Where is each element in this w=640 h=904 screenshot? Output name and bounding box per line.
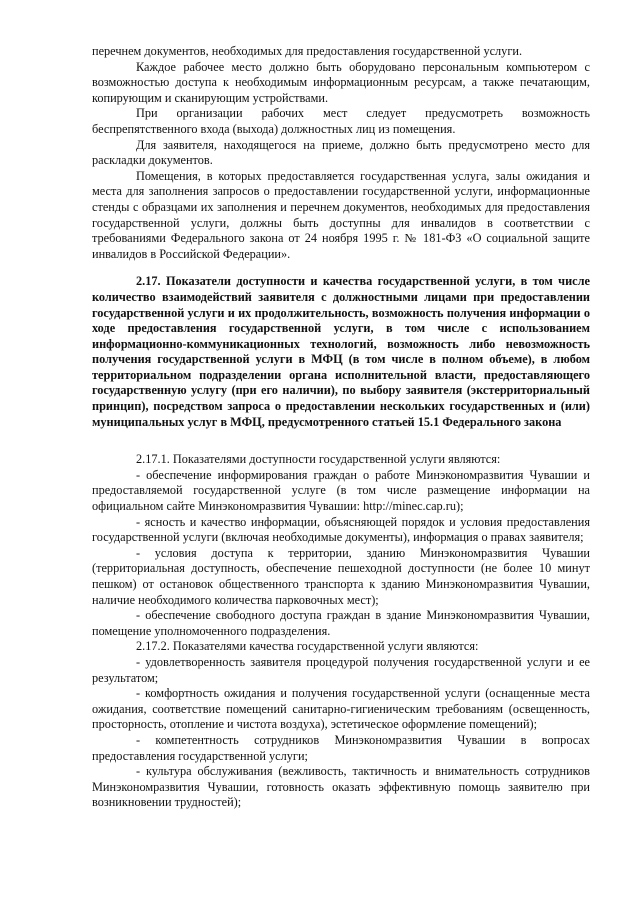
list-item: - обеспечение информирования граждан о работе Минэкономразвития Чувашии и предоставляемой государственной услуге (в том числе размещение информации на официальном сайте Минэкономразвития Чувашии: http://minec.cap.ru); xyxy=(92,467,590,514)
list-item: - культура обслуживания (вежливость, тактичность и внимательность сотрудников Минэкономразвития Чувашии, готовность оказать эффективную помощь заявителю при возникновении трудностей); xyxy=(92,764,590,810)
section-heading-2-17: 2.17. Показатели доступности и качества государственной услуги, в том числе количество взаимодействий заявителя с должностными лицами при предоставлении государственной услуги и их продолжительность, возможность получения информации о ходе предоставления государственной услуги, в том числе с использованием информационно-коммуникационных технологий, возможность либо невозможность получения государственной услуги в МФЦ (в том числе в полном объеме), в любом территориальном подразделении органа исполнительной власти, предоставляющего государственную услугу (при его наличии), по выбору заявителя (экстерриториальный принцип), посредством запроса о предоставлении нескольких государственных и (или) муниципальных услуг в МФЦ, предусмотренного статьей 15.1 Федерального закона xyxy=(92,274,590,429)
paragraph-workplace-equipment: Каждое рабочее место должно быть оборудовано персональным компьютером с возможностью доступа к необходимым информационным ресурсам, а также печатающим, копирующим и сканирующим устройствами. xyxy=(92,59,590,105)
list-item: - удовлетворенность заявителя процедурой получения государственной услуги и ее результатом; xyxy=(92,654,590,685)
list-item: - обеспечение свободного доступа граждан в здание Минэкономразвития Чувашии, помещение уполномоченного подразделения. xyxy=(92,608,590,638)
paragraph-list-continuation: перечнем документов, необходимых для предоставления государственной услуги. xyxy=(92,44,523,58)
list-item: - ясность и качество информации, объясняющей порядок и условия предоставления государственной услуги (включая необходимые документы), информация о правах заявителя; xyxy=(92,514,590,545)
paragraph-document-layout-place: Для заявителя, находящегося на приеме, должно быть предусмотрено место для раскладки документов. xyxy=(92,137,590,168)
list-item: - компетентность сотрудников Минэкономразвития Чувашии в вопросах предоставления государственной услуги; xyxy=(92,732,590,763)
paragraph-disability-access: Помещения, в которых предоставляется государственная услуга, залы ожидания и места для заполнения запросов о предоставлении государственной услуги, информационные стенды с образцами их заполнения и перечнем документов, необходимых для предоставления государственной услуги, должны быть доступны для инвалидов в соответствии с требованиями Федерального закона от 24 ноября 1995 г. № 181-ФЗ «О социальной защите инвалидов в Российской Федерации». xyxy=(92,168,590,261)
list-item: - условия доступа к территории, зданию Минэкономразвития Чувашии (территориальная доступность, обеспечение пешеходной доступности (не более 10 минут пешком) от остановок общественного транспорта к зданию Минэкономразвития Чувашии, наличие необходимого количества парковочных мест); xyxy=(92,545,590,607)
paragraph-2-17-2: 2.17.2. Показателями качества государственной услуги являются: xyxy=(136,639,479,654)
paragraph-2-17-1: 2.17.1. Показателями доступности государственной услуги являются: xyxy=(136,452,501,467)
list-item: - комфортность ожидания и получения государственной услуги (оснащенные места ожидания, соответствие помещений санитарно-гигиеническим требованиям (освещенность, просторность, отопление и чистота воздуха), эстетическое оформление помещений); xyxy=(92,686,590,732)
paragraph-workplace-access: При организации рабочих мест следует предусмотреть возможность беспрепятственного входа (выхода) должностных лиц из помещения. xyxy=(92,106,590,136)
